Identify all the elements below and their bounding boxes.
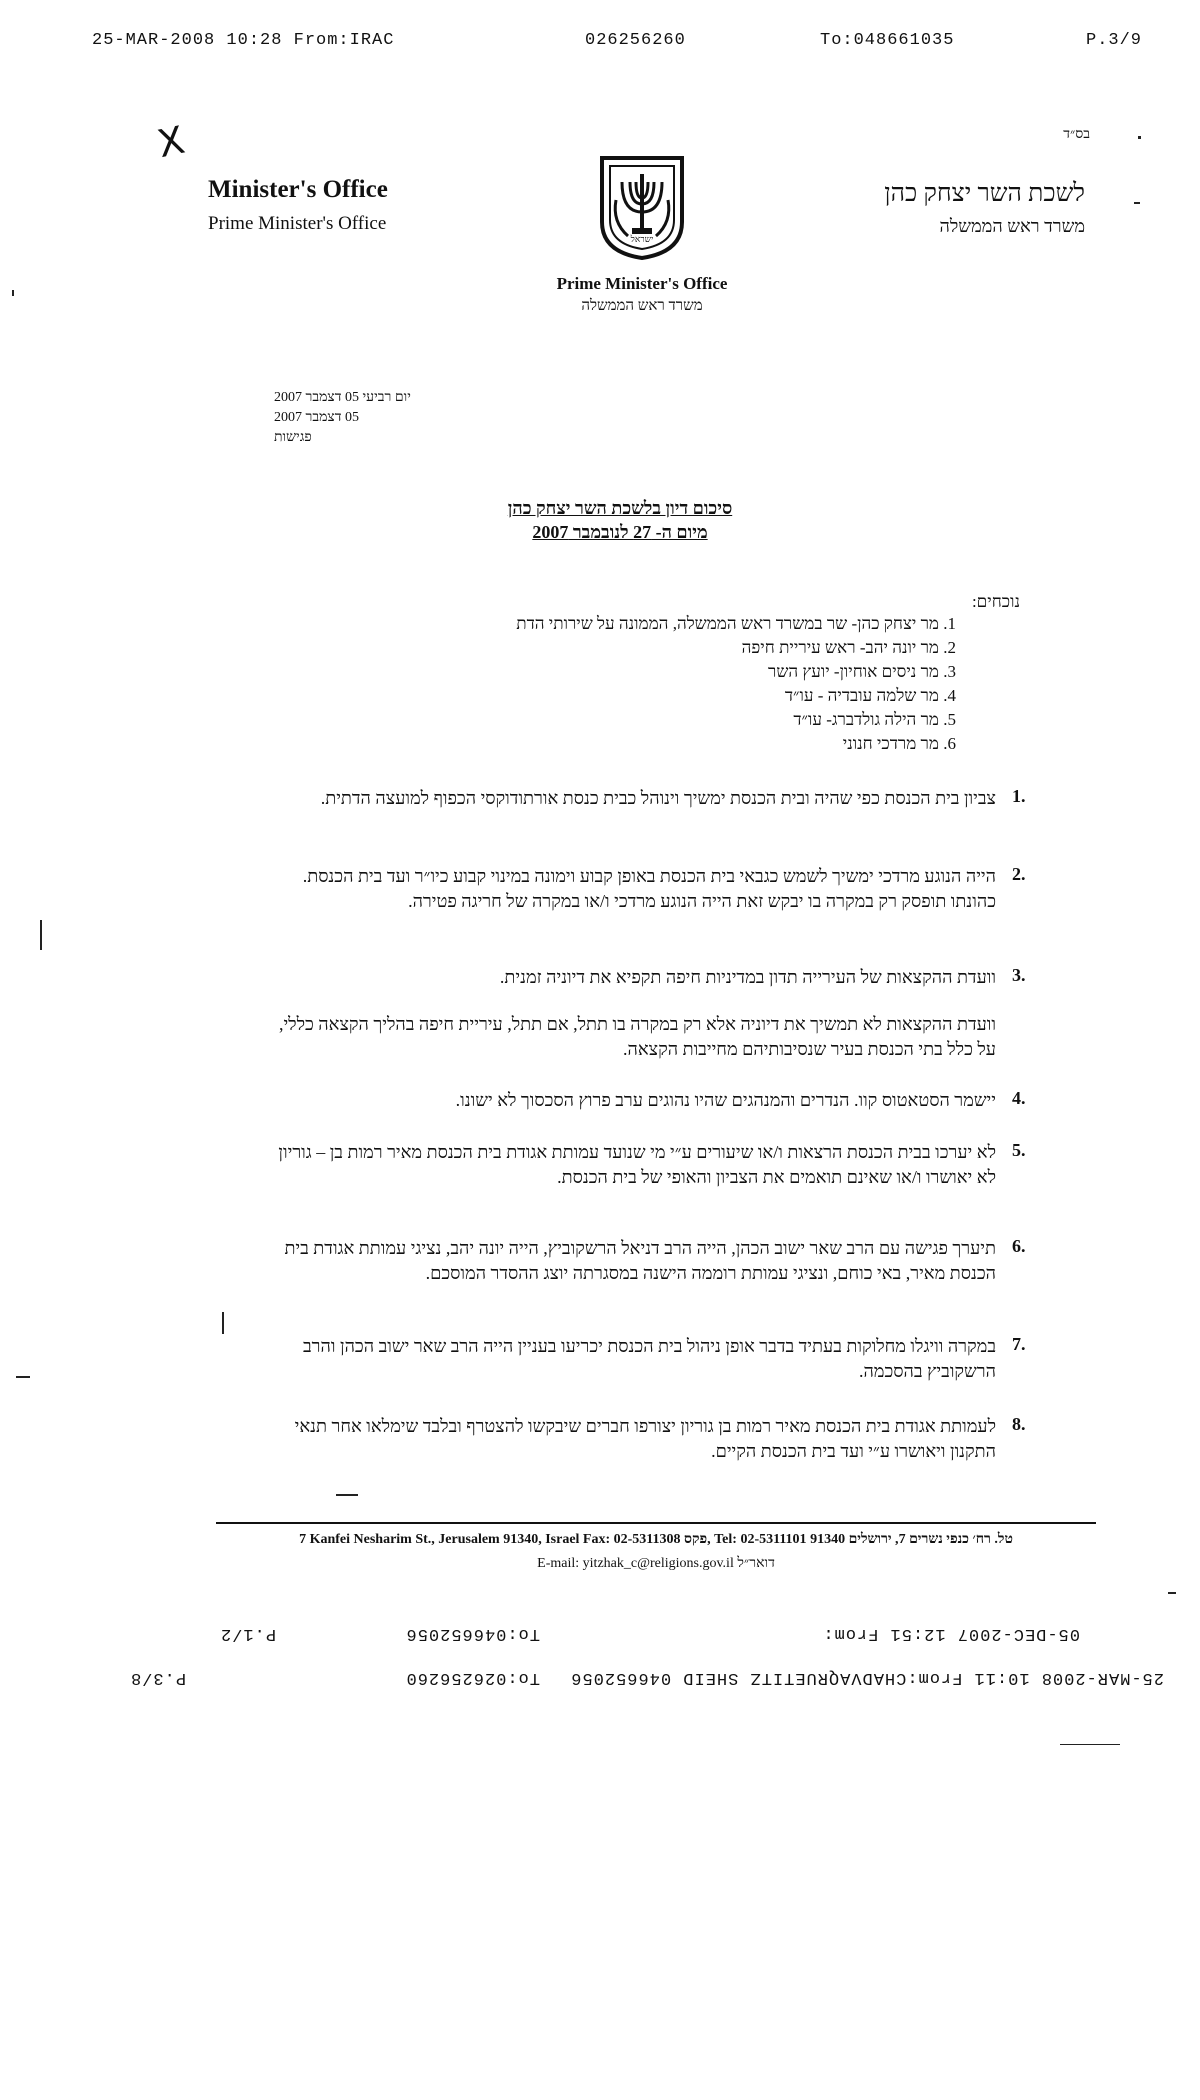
scan-speck xyxy=(1168,1592,1176,1594)
scan-speck xyxy=(1134,202,1140,204)
fax-footer-1-page: P.1/2 xyxy=(219,1624,276,1643)
emblem-label: ישראל xyxy=(630,234,654,244)
item-4-text: יישמר הסטאטוס קוו. הנדרים והמנהגים שהיו נהוגים ערב פרוץ הסכסוך לא ישונו. xyxy=(455,1090,996,1110)
date-line-2: 05 דצמבר 2007 xyxy=(274,410,359,425)
footer-email: E-mail: yitzhak_c@religions.gov.il דואר״ל xyxy=(537,1556,775,1571)
date-line-1: יום רביעי 05 דצמבר 2007 xyxy=(274,390,411,405)
item-1-number: 1. xyxy=(1012,786,1026,806)
item-7-number: 7. xyxy=(1012,1334,1026,1354)
fax-to: To:048661035 xyxy=(820,31,955,50)
attendee-1: 1. מר יצחק כהן- שר במשרד ראש הממשלה, הממונה על שירותי הדת xyxy=(516,614,956,633)
fax-number: 026256260 xyxy=(585,31,686,50)
footer-address: 7 Kanfei Nesharim St., Jerusalem 91340, Israel Fax: 02-5311308 פקס, Tel: 02-5311101 טל. רח׳ כנפי נשרים 7, ירושלים 91340 xyxy=(299,1532,1013,1547)
scan-speck xyxy=(222,1312,224,1334)
attendee-2: 2. מר יונה יהב- ראש עיריית חיפה xyxy=(741,638,956,657)
fax-footer-1-to: To:046652056 xyxy=(405,1624,540,1643)
fax-footer-1-datetime: 05-DEC-2007 12:51 From: xyxy=(822,1624,1080,1643)
fax-footer-2-datetime: 25-MAR-2008 10:11 From:CHADVAQRUETITZ SHEID 046652056 xyxy=(570,1668,1164,1687)
scan-speck xyxy=(12,290,14,296)
item-5-number: 5. xyxy=(1012,1140,1026,1160)
item-4-number: 4. xyxy=(1012,1088,1026,1108)
scan-speck xyxy=(1138,136,1141,139)
item-2-text: הייה הנוגע מרדכי ימשיך לשמש כגבאי בית הכנסת באופן קבוע וימונה במינוי קבוע כיו״ר ועד בית הכנסת. כהונתו תופסק רק במקרה בו יבקש זאת הייה הנוגע מרדכי ו/או במקרה של חריגה פטירה. xyxy=(302,866,996,911)
item-6-text: תיערך פגישה עם הרב שאר ישוב הכהן, הייה הרב דניאל הרשקוביץ, הייה יונה יהב, נציגי עמותת אגודת בית הכנסת מאיר, באי כוחם, ונציגי עמותת רוממה הישנה במסגרתה יוצג ההסדר המוסכם. xyxy=(284,1238,996,1283)
state-emblem-icon xyxy=(598,156,686,260)
item-3-number: 3. xyxy=(1012,965,1026,985)
scan-speck xyxy=(1060,1744,1120,1745)
item-3-continuation-text: וועדת ההקצאות לא תמשיך את דיוניה אלא רק במקרה בו תתל, אם תתל, עיריית חיפה בהליך הקצאה כללי, על כלל בתי הכנסת בעיר שנסיבותיהם מחייבות הקצאה. xyxy=(278,1014,996,1059)
scan-speck xyxy=(16,1376,30,1378)
handwritten-x-mark: X xyxy=(153,117,189,167)
scan-speck xyxy=(336,1494,358,1496)
letterhead-en-title: Minister's Office xyxy=(208,176,388,203)
item-3-text: וועדת ההקצאות של העירייה תדון במדיניות חיפה תקפיא את דיוניה זמנית. xyxy=(499,967,996,987)
footer-rule xyxy=(216,1522,1096,1524)
item-6-number: 6. xyxy=(1012,1236,1026,1256)
letterhead-center-en: Prime Minister's Office xyxy=(556,274,728,293)
item-7-text: במקרה וויגלו מחלוקות בעתיד בדבר אופן ניהול בית הכנסת יכריעו בעניין הייה הרב שאר ישוב הכהן והרב הרשקוביץ בהסכמה. xyxy=(303,1336,996,1381)
item-5-text: לא יערכו בבית הכנסת הרצאות ו/או שיעורים ע״י מי שנועד עמותת אגודת בית הכנסת מאיר רמות בן – גוריון לא יאושרו ו/או שאינם תואמים את הצביון והאופי של בית הכנסת. xyxy=(278,1142,996,1187)
attendee-4: 4. מר שלמה עובדיה - עו״ד xyxy=(784,686,956,705)
top-note: בס״ד xyxy=(1063,127,1090,142)
letterhead-he-subtitle: משרד ראש הממשלה xyxy=(939,216,1085,236)
subject-line-1: סיכום דיון בלשכת השר יצחק כהן xyxy=(507,498,733,518)
attendee-6: 6. מר מרדכי חנוני xyxy=(842,734,956,753)
subject-line-2: מיום ה- 27 לנובמבר 2007 xyxy=(532,522,708,542)
attendees-label: נוכחים: xyxy=(971,592,1020,611)
item-2-number: 2. xyxy=(1012,864,1026,884)
letterhead-en-subtitle: Prime Minister's Office xyxy=(208,213,387,234)
fax-page: P.3/9 xyxy=(1086,31,1143,50)
attendee-5: 5. מר הילה גולדברג- עו״ד xyxy=(793,710,956,729)
letterhead-he-title: לשכת השר יצחק כהן xyxy=(884,180,1085,207)
item-8-number: 8. xyxy=(1012,1414,1026,1434)
attendee-3: 3. מר ניסים אוחיון- יועץ השר xyxy=(767,662,956,681)
fax-footer-2-page: P.3/8 xyxy=(129,1668,186,1687)
fax-datetime-from: 25-MAR-2008 10:28 From:IRAC xyxy=(92,31,395,50)
item-8-text: לעמותת אגודת בית הכנסת מאיר רמות בן גוריון יצורפו חברים שיבקשו להצטרף ובלבד שימלאו אחר תנאי התקנון ויאושרו ע״י ועד בית הכנסת הקיים. xyxy=(294,1416,996,1461)
scan-speck xyxy=(40,920,42,950)
item-1-text: צביון בית הכנסת כפי שהיה ובית הכנסת ימשיך וינוהל כבית כנסת אורתודוקסי הכפוף למועצה הדתית. xyxy=(320,788,996,808)
date-line-3: פגישות xyxy=(274,430,312,445)
fax-footer-2-to: To:026256260 xyxy=(405,1668,540,1687)
letterhead-center-he: משרד ראש הממשלה xyxy=(581,298,703,314)
